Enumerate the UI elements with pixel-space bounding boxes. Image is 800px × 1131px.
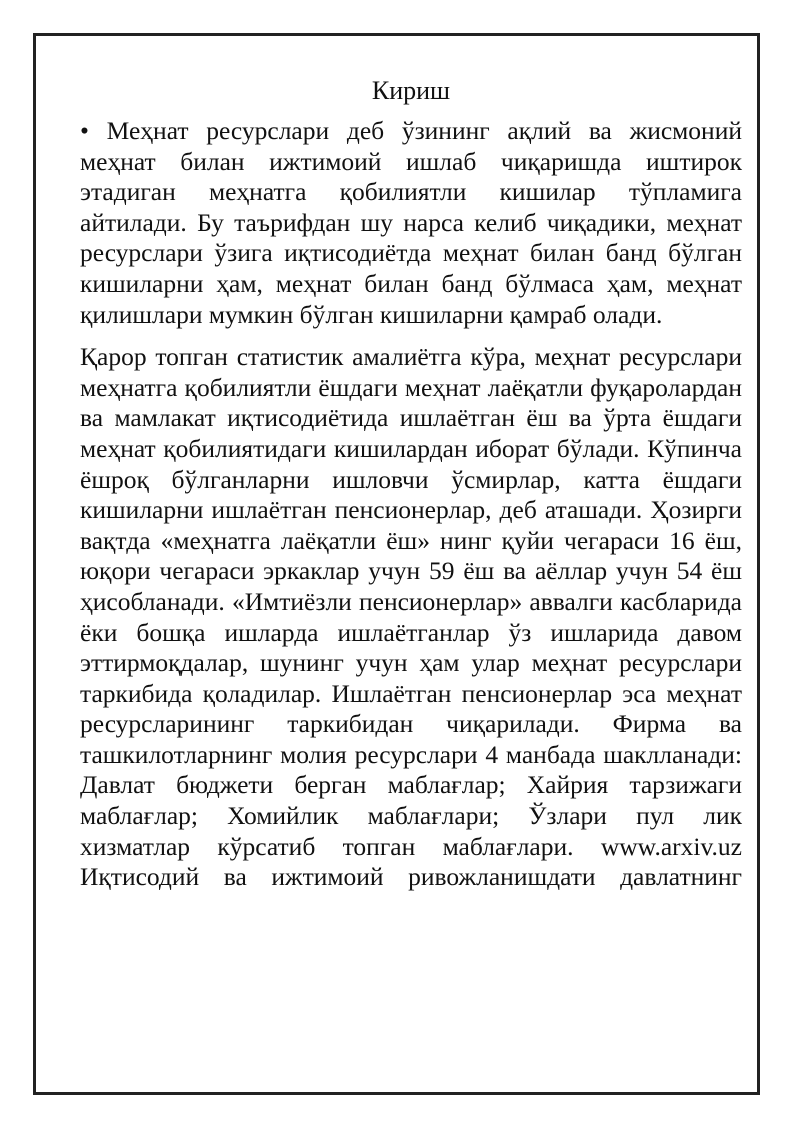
paragraph-2: Қарор топган статистик амалиётга кўра, меҳнат ресурслари меҳнатга қобилиятли ёшдаги меҳнат лаёқатли фуқаролардан ва мамлакат иқтисодиётида ишлаётган ёш ва ўрта ёшдаги меҳнат қобилиятидаги кишилардан иборат бўлади. Кўпинча ёшроқ бўлганларни ишловчи ўсмирлар, катта ёшдаги кишиларни ишлаётган пенсионерлар, деб аташади. Ҳозирги вақтда «меҳнатга лаёқатли ёш» нинг қуйи чегараси 16 ёш, юқори чегараси эркаклар учун 59 ёш ва аёллар учун 54 ёш ҳисобланади. «Имтиёзли пенсионерлар» аввалги касбларида ёки бошқа ишларда ишлаётганлар ўз ишларида давом эттирмоқдалар, шунинг учун ҳам улар меҳнат ресурслари таркибида қоладилар. Ишлаётган пенсионерлар эса меҳнат ресурсларининг таркибидан чиқарилади. Фирма ва ташкилотларнинг молия ресурслари 4 манбада шаклланади: Давлат бюджети берган маблағлар; Хайрия тарзижаги маблағлар; Хомийлик маблағлари; Ўзлари пул лик хизматлар кўрсатиб топган маблағлари. www.arxiv.uz Иқтисодий ва ижтимоий ривожланишдати давлатнинг: [80, 342, 742, 892]
document-body: [80, 76, 742, 893]
document-title: Кириш: [371, 76, 451, 105]
paragraph-1: • Меҳнат ресурслари деб ўзининг ақлий ва жисмоний меҳнат билан ижтимоий ишлаб чиқаришда иштирок этадиган меҳнатга қобилиятли кишилар тўпламига айтилади. Бу таърифдан шу нарса келиб чиқадики, меҳнат ресурслари ўзига иқтисодиётда меҳнат билан банд бўлган кишиларни ҳам, меҳнат билан банд бўлмаса ҳам, меҳнат қилишлари мумкин бўлган кишиларни қамраб олади.: [80, 116, 742, 329]
